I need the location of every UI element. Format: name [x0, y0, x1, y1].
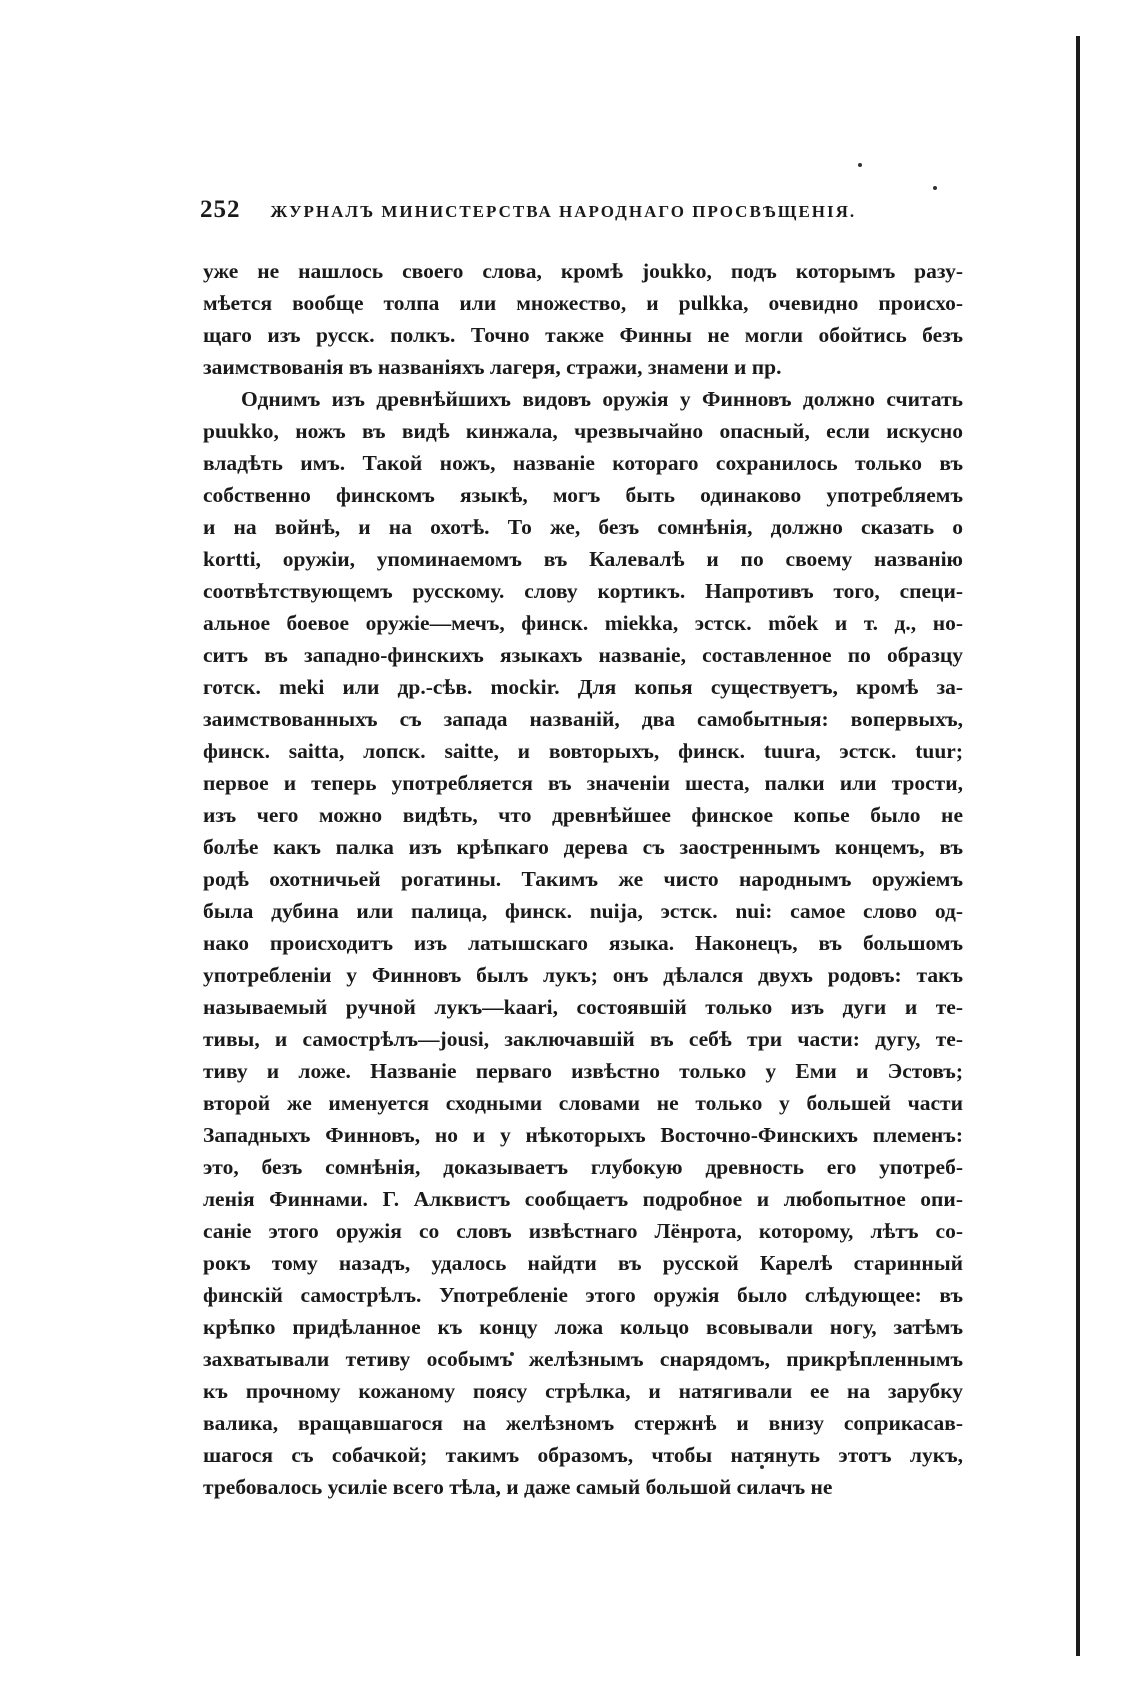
scan-speck	[933, 186, 937, 190]
text-line: шагося съ собачкой; такимъ образомъ, чтобы натянуть этотъ лукъ,	[203, 1443, 963, 1467]
text-line: соотвѣтствующемъ русскому. слову кортикъ. Напротивъ того, специ-	[203, 579, 963, 603]
text-line: заимствованныхъ съ запада названій, два самобытныя: вопервыхъ,	[203, 707, 963, 731]
text-line: заимствованія въ названіяхъ лагеря, стражи, знамени и пр.	[203, 355, 782, 379]
paragraph	[203, 383, 963, 1503]
text-line: ситъ въ западно-финскихъ языкахъ названіе, составленное по образцу	[203, 643, 963, 667]
text-line: захватывали тетиву особымъ желѣзнымъ снарядомъ, прикрѣпленнымъ	[203, 1347, 963, 1371]
page-edge-rule	[1076, 36, 1080, 1656]
text-line: уже не нашлось своего слова, кромѣ joukko, подъ которымъ разу-	[203, 259, 963, 283]
text-line: крѣпко придѣланное къ концу ложа кольцо всовывали ногу, затѣмъ	[203, 1315, 963, 1339]
text-line: родѣ охотничьей рогатины. Такимъ же чисто народнымъ оружіемъ	[203, 867, 963, 891]
text-line: и на войнѣ, и на охотѣ. То же, безъ сомнѣнія, должно сказать о	[203, 515, 963, 539]
text-line: требовалось усиліе всего тѣла, и даже самый большой силачъ не	[203, 1475, 833, 1499]
text-line: Западныхъ Финновъ, но и у нѣкоторыхъ Восточно-Финскихъ племенъ:	[203, 1123, 963, 1147]
text-line: щаго изъ русск. полкъ. Точно также Финны не могли обойтись безъ	[203, 323, 963, 347]
text-line: валика, вращавшагося на желѣзномъ стержнѣ и внизу соприкасав-	[203, 1411, 963, 1435]
body-text	[203, 255, 963, 1503]
text-line: употребленіи у Финновъ былъ лукъ; онъ дѣлался двухъ родовъ: такъ	[203, 963, 963, 987]
text-line: готск. meki или др.-сѣв. mockir. Для копья существуетъ, кромѣ за-	[203, 675, 963, 699]
text-line: это, безъ сомнѣнія, доказываетъ глубокую древность его употреб-	[203, 1155, 963, 1179]
text-line: болѣе какъ палка изъ крѣпкаго дерева съ заостреннымъ концемъ, въ	[203, 835, 963, 859]
page-number: 252	[200, 196, 241, 223]
text-line: рокъ тому назадъ, удалось найдти въ русской Карелѣ старинный	[203, 1251, 963, 1275]
text-line: къ прочному кожаному поясу стрѣлка, и натягивали ее на зарубку	[203, 1379, 963, 1403]
scan-speck	[858, 163, 862, 167]
text-line: саніе этого оружія со словъ извѣстнаго Лёнрота, которому, лѣтъ со-	[203, 1219, 963, 1243]
text-line: тивы, и самострѣлъ—jousi, заключавшій въ себѣ три части: дугу, те-	[203, 1027, 963, 1051]
text-line: puukko, ножъ въ видѣ кинжала, чрезвычайно опасный, если искусно	[203, 419, 963, 443]
text-line: финскій самострѣлъ. Употребленіе этого оружія было слѣдующее: въ	[203, 1283, 963, 1307]
text-line: альное боевое оружіе—мечъ, финск. miekka, эстск. mõek и т. д., но-	[203, 611, 963, 635]
text-line: тиву и ложе. Названіе перваго извѣстно только у Еми и Эстовъ;	[203, 1059, 963, 1083]
text-line: была дубина или палица, финск. nuija, эстск. nui: самое слово од-	[203, 899, 963, 923]
text-line: финск. saitta, лопск. saitte, и вовторыхъ, финск. tuura, эстск. tuur;	[203, 739, 963, 763]
text-line: kortti, оружіи, упоминаемомъ въ Калевалѣ и по своему названію	[203, 547, 963, 571]
text-line: первое и теперь употребляется въ значеніи шеста, палки или трости,	[203, 771, 963, 795]
running-header	[200, 196, 970, 224]
text-line: владѣть имъ. Такой ножъ, названіе котораго сохранилось только въ	[203, 451, 963, 475]
text-line: собственно финскомъ языкѣ, могъ быть одинаково употребляемъ	[203, 483, 963, 507]
text-line: нако происходитъ изъ латышскаго языка. Наконецъ, въ большомъ	[203, 931, 963, 955]
text-line: ленія Финнами. Г. Алквистъ сообщаетъ подробное и любопытное опи-	[203, 1187, 963, 1211]
running-title: ЖУРНАЛЪ МИНИСТЕРСТВА НАРОДНАГО ПРОСВѢЩЕНІЯ.	[270, 202, 857, 221]
text-line: Однимъ изъ древнѣйшихъ видовъ оружія у Финновъ должно считать	[241, 387, 963, 411]
text-line: называемый ручной лукъ—kaari, состоявшій только изъ дуги и те-	[203, 995, 963, 1019]
paragraph	[203, 255, 963, 383]
text-line: изъ чего можно видѣть, что древнѣйшее финское копье было не	[203, 803, 963, 827]
text-line: второй же именуется сходными словами не только у большей части	[203, 1091, 963, 1115]
text-line: мѣется вообще толпа или множество, и pulkka, очевидно происхо-	[203, 291, 963, 315]
